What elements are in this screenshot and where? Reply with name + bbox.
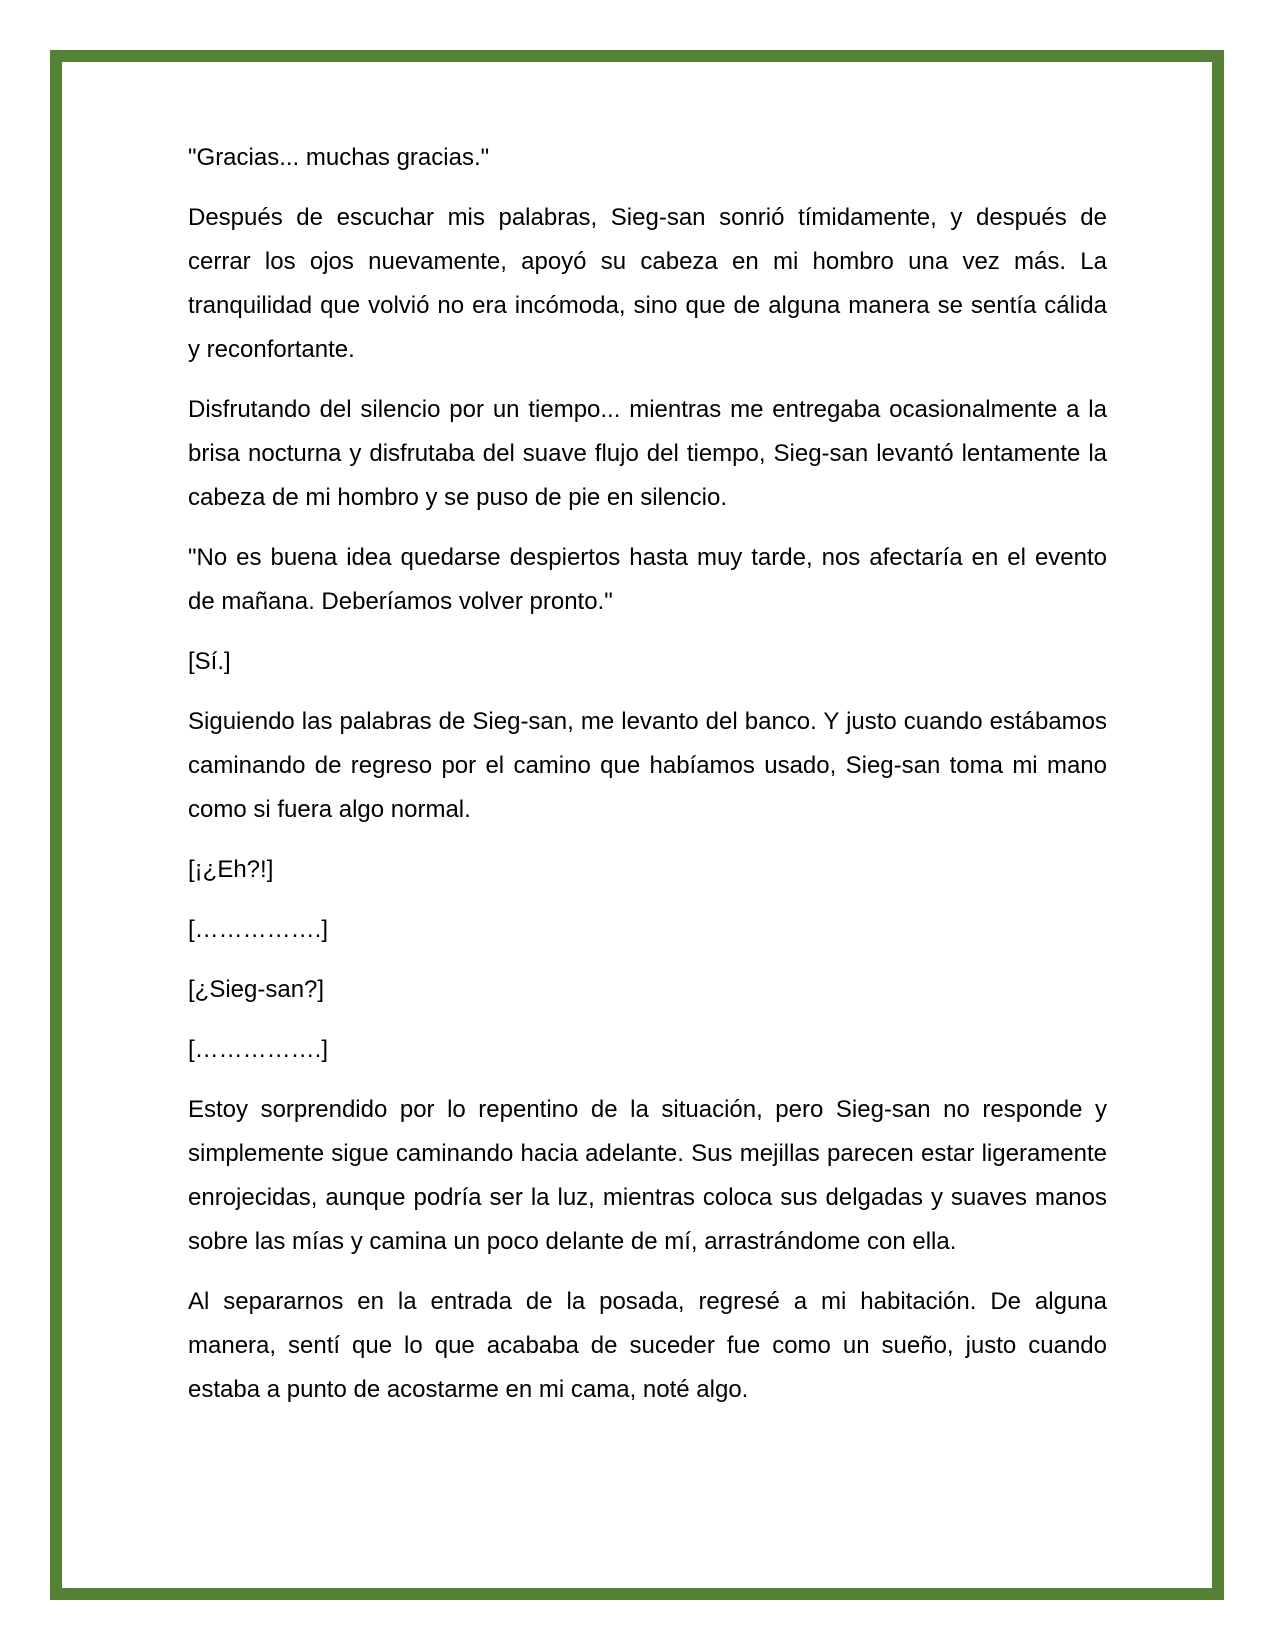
paragraph: Después de escuchar mis palabras, Sieg-san sonrió tímidamente, y después de cerrar los ojos nuevamente, apoyó su cabeza en mi hombro una vez más. La tranquilidad que volvió no era incómoda, sino que de alguna manera se sentía cálida y reconfortante. <box>188 204 1107 363</box>
paragraph: "No es buena idea quedarse despiertos hasta muy tarde, nos afectaría en el evento de mañana. Deberíamos volver pronto." <box>188 544 1107 615</box>
paragraph: Estoy sorprendido por lo repentino de la situación, pero Sieg-san no responde y simplemente sigue caminando hacia adelante. Sus mejillas parecen estar ligeramente enrojecidas, aunque podría ser la luz, mientras coloca sus delgadas y suaves manos sobre las mías y camina un poco delante de mí, arrastrándome con ella. <box>188 1096 1107 1255</box>
paragraph: Siguiendo las palabras de Sieg-san, me levanto del banco. Y justo cuando estábamos caminando de regreso por el camino que habíamos usado, Sieg-san toma mi mano como si fuera algo normal. <box>188 708 1107 823</box>
paragraph: Disfrutando del silencio por un tiempo... mientras me entregaba ocasionalmente a la brisa nocturna y disfrutaba del suave flujo del tiempo, Sieg-san levantó lentamente la cabeza de mi hombro y se puso de pie en silencio. <box>188 396 1107 511</box>
paragraph: [Sí.] <box>188 648 231 675</box>
paragraph: […………….] <box>188 916 329 943</box>
paragraph: [¡¿Eh?!] <box>188 856 274 883</box>
paragraph: […………….] <box>188 1036 329 1063</box>
paragraph: [¿Sieg-san?] <box>188 976 325 1003</box>
paragraph: "Gracias... muchas gracias." <box>188 144 490 171</box>
paragraph: Al separarnos en la entrada de la posada, regresé a mi habitación. De alguna manera, sentí que lo que acababa de suceder fue como un sueño, justo cuando estaba a punto de acostarme en mi cama, noté algo. <box>188 1288 1107 1403</box>
page-border-frame <box>50 50 1224 1600</box>
document-body <box>188 136 1107 1428</box>
